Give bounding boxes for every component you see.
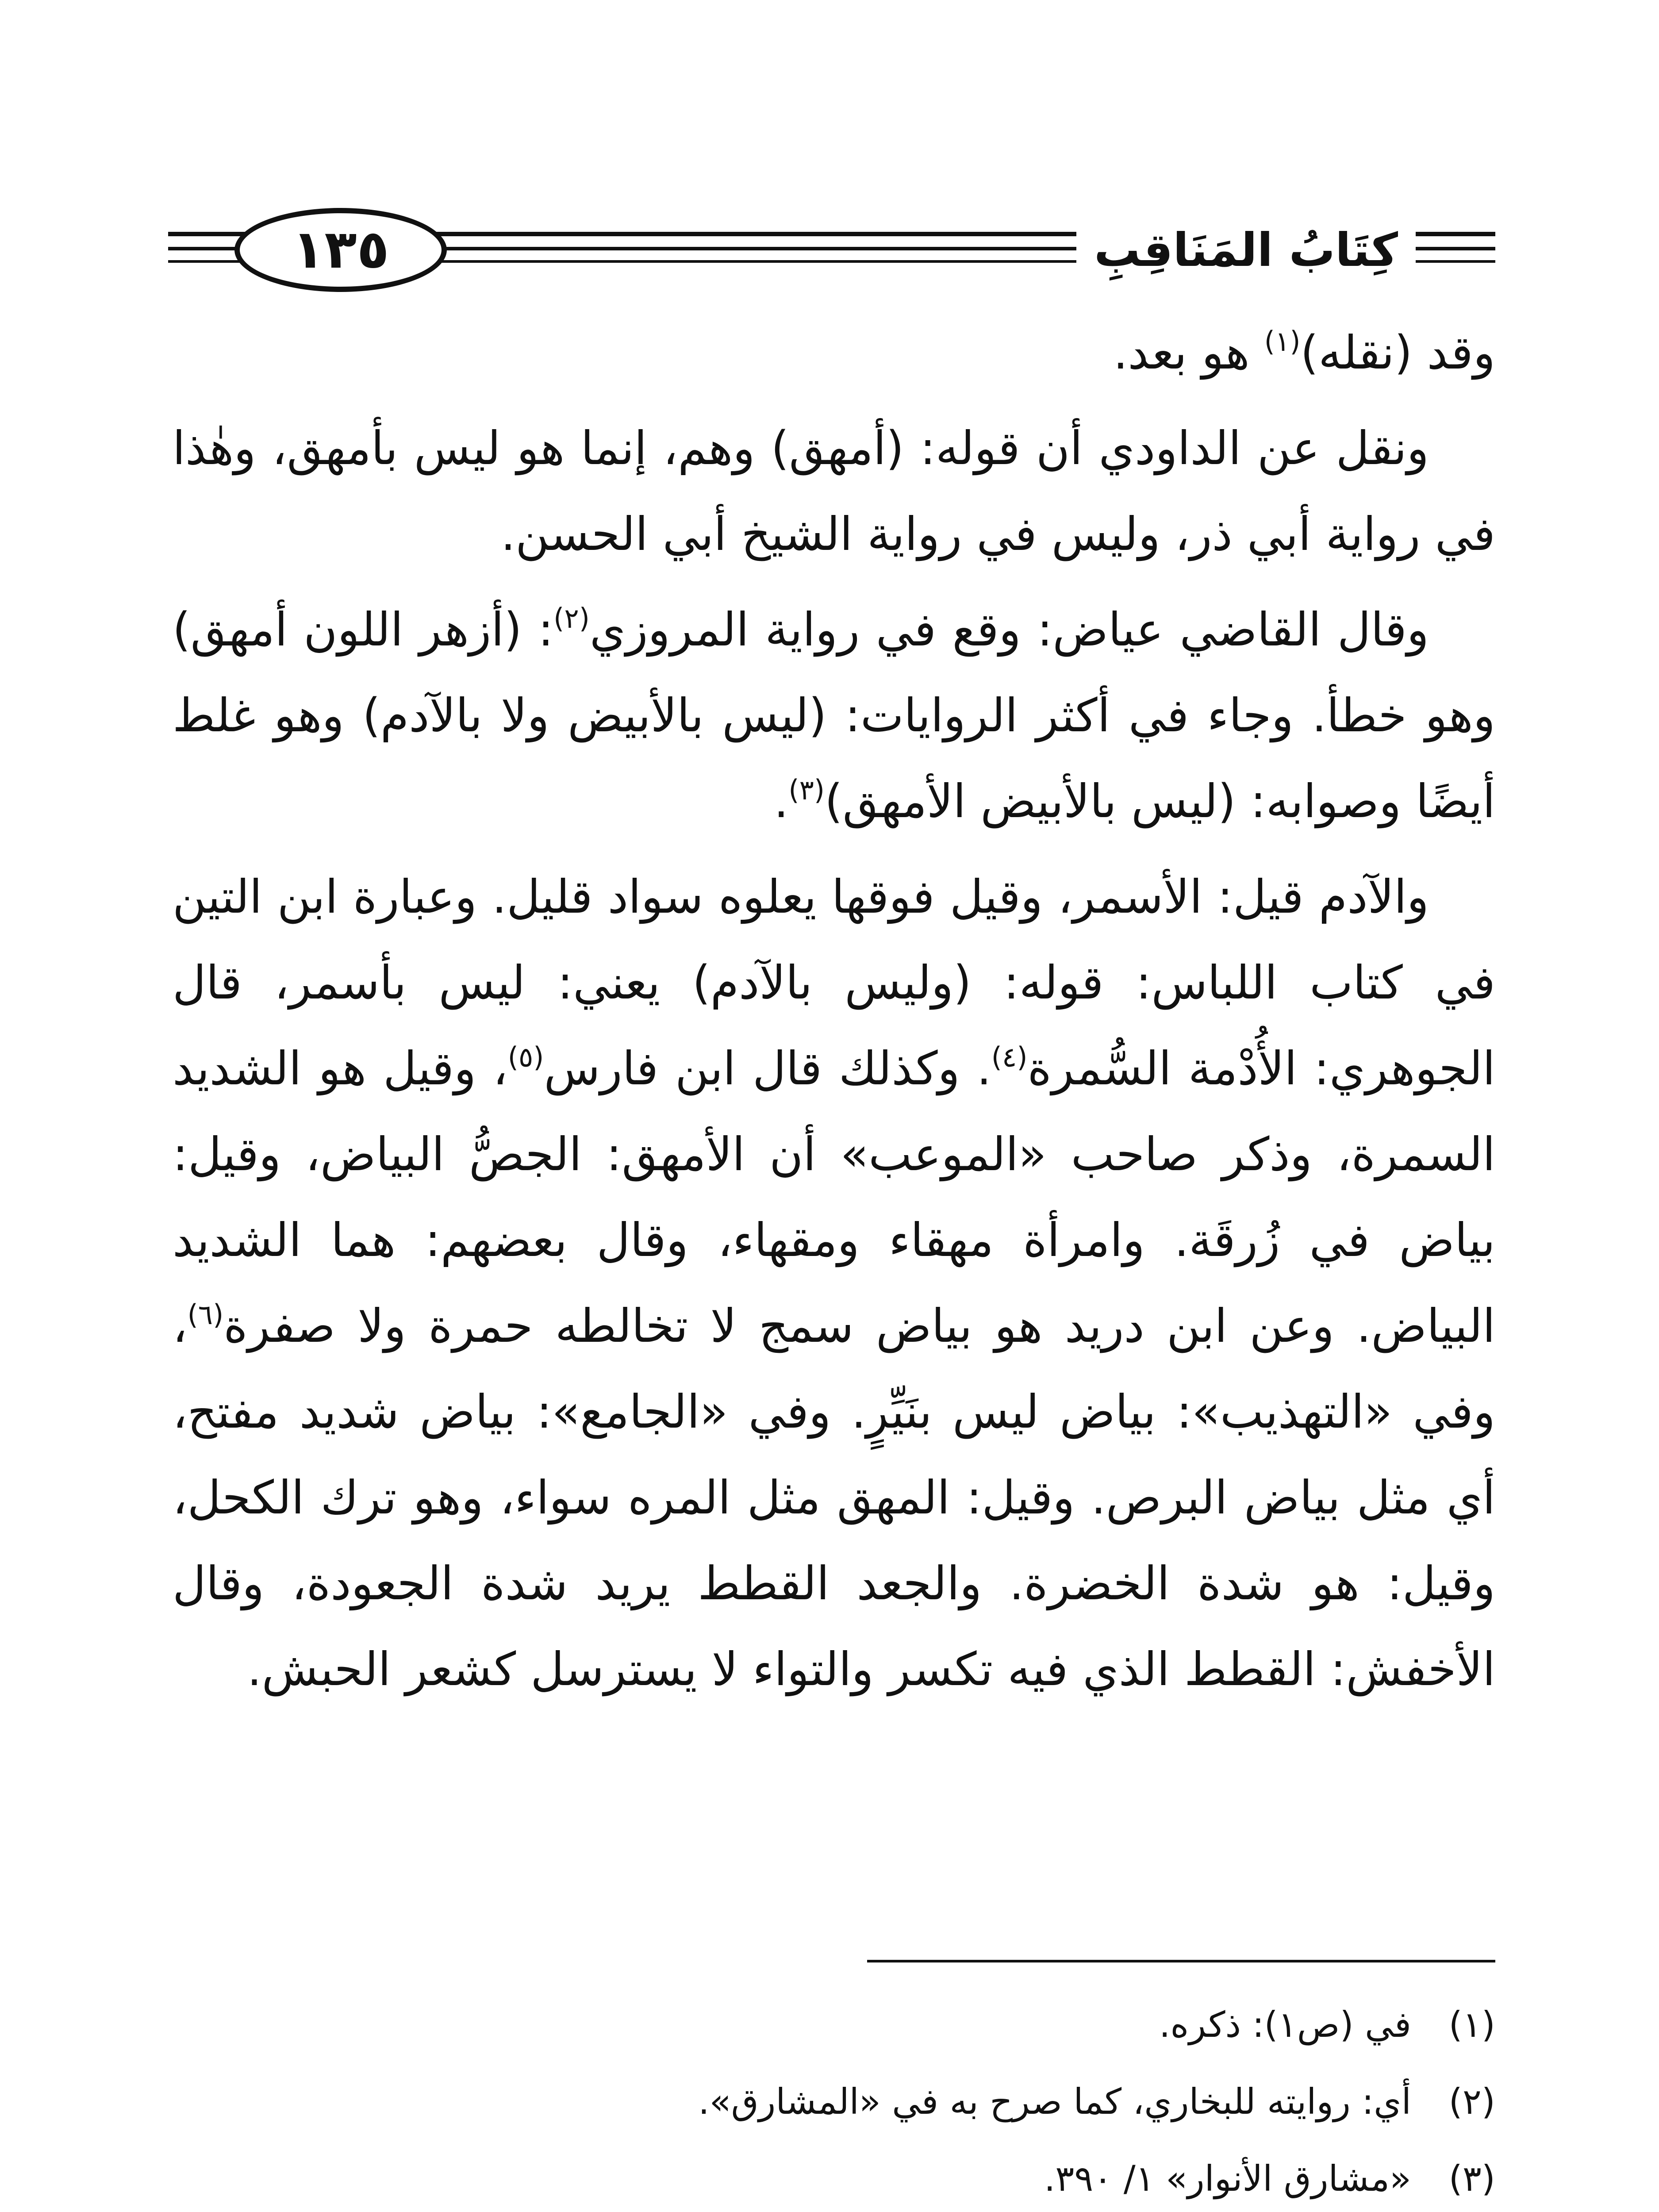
paragraph-text: ، وفي «التهذيب»: بياض ليس بنَيِّرٍ. وفي «الجامع»: بياض شديد مفتح، أي مثل بياض البرص. وقيل: المهق مثل المره سواء، وهو ترك الكحل، وقيل: هو شدة الخضرة. والجعد القطط يريد شدة الجعودة، وقال الأخفش: القطط الذي فيه تكسر والتواء لا يسترسل كشعر الحبش. <box>173 1299 1495 1696</box>
footnote-marker: (٣) <box>1448 2158 1495 2199</box>
footnote <box>173 2140 1495 2212</box>
paragraph-text: وقد (نقله) <box>1300 326 1495 380</box>
footnote-reference[interactable]: (٥) <box>507 1041 544 1073</box>
body-paragraph <box>173 405 1495 577</box>
body-paragraph <box>173 310 1495 396</box>
footnote-reference[interactable]: (٦) <box>187 1298 224 1331</box>
body-paragraph <box>173 587 1495 844</box>
paragraph-text: وقال القاضي عياض: وقع في رواية المروزي <box>589 603 1429 657</box>
page-number-frame <box>234 208 447 292</box>
running-header <box>168 195 1495 292</box>
page-number: ١٣٥ <box>292 219 389 280</box>
book-title: كِتَابُ المَنَاقِبِ <box>1094 223 1398 277</box>
paragraph-text: : (أزهر اللون أمهق) وهو خطأ. وجاء في أكثر الروايات: (ليس بالأبيض ولا بالآدم) وهو غلط أيضًا وصوابه: (ليس بالأبيض الأمهق) <box>173 603 1495 828</box>
footnote-marker: (٢) <box>1448 2081 1495 2122</box>
footnote-text: أي: روايته للبخاري، كما صرح به في «المشارق». <box>698 2081 1411 2122</box>
paragraph-text: . <box>774 774 789 828</box>
footnote-reference[interactable]: (٤) <box>991 1041 1028 1073</box>
paragraph-text: والآدم قيل: الأسمر، وقيل فوقها يعلوه سواد قليل. وعبارة ابن التين في كتاب اللباس: قوله: (وليس بالآدم) يعني: ليس بأسمر، قال الجوهري: الأُدْمة السُّمرة <box>173 870 1495 1095</box>
footnote-reference[interactable]: (٢) <box>553 602 590 634</box>
book-title-frame <box>1076 208 1416 292</box>
main-text <box>173 310 1495 1722</box>
footnote-marker: (١) <box>1448 2004 1495 2045</box>
footnote-text: في (ص١): ذكره. <box>1159 2004 1411 2045</box>
footnote <box>173 2063 1495 2140</box>
paragraph-text: ، وقيل هو الشديد السمرة، وذكر صاحب «الموعب» أن الأمهق: الجصُّ البياض، وقيل: بياض في زُرقَة. وامرأة مهقاء ومقهاء، وقال بعضهم: هما الشديد البياض. وعن ابن دريد هو بياض سمج لا تخالطه حمرة ولا صفرة <box>173 1041 1495 1353</box>
paragraph-text: . وكذلك قال ابن فارس <box>544 1041 991 1095</box>
footnote-reference[interactable]: (١) <box>1264 325 1301 357</box>
body-paragraph <box>173 854 1495 1712</box>
footnote-text: «مشارق الأنوار» ١/ ٣٩٠. <box>1044 2158 1411 2199</box>
paragraph-text: ونقل عن الداودي أن قوله: (أمهق) وهم، إنما هو ليس بأمهق، وهٰذا في رواية أبي ذر، وليس في رواية الشيخ أبي الحسن. <box>173 421 1495 561</box>
footnotes-list <box>173 1986 1495 2212</box>
footnote <box>173 1986 1495 2063</box>
paragraph-text: هو بعد. <box>1113 326 1264 380</box>
footnote-separator <box>867 1960 1495 1962</box>
footnote-reference[interactable]: (٣) <box>788 774 825 806</box>
